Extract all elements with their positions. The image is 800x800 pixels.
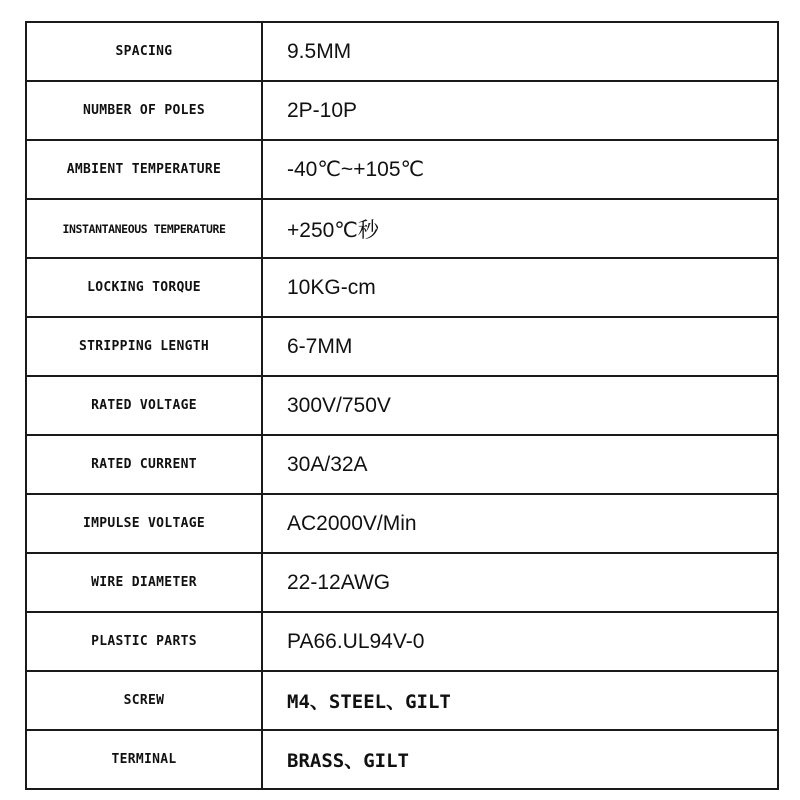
spec-row-spacing [26, 22, 778, 81]
spec-row-instantaneous-temperature [26, 199, 778, 258]
spec-value: AC2000V/Min [262, 494, 778, 553]
spec-label: SPACING [26, 22, 262, 81]
spec-value: 30A/32A [262, 435, 778, 494]
spec-row-wire-diameter [26, 553, 778, 612]
spec-value: +250℃秒 [262, 199, 778, 258]
spec-value: PA66.UL94V-0 [262, 612, 778, 671]
spec-label: AMBIENT TEMPERATURE [26, 140, 262, 199]
spec-row-impulse-voltage [26, 494, 778, 553]
spec-value: 2P-10P [262, 81, 778, 140]
spec-label: IMPULSE VOLTAGE [26, 494, 262, 553]
spec-row-stripping-length [26, 317, 778, 376]
spec-row-terminal [26, 730, 778, 789]
spec-value: M4、STEEL、GILT [262, 671, 778, 730]
spec-label: WIRE DIAMETER [26, 553, 262, 612]
spec-label: INSTANTANEOUS TEMPERATURE [26, 199, 262, 258]
spec-label: TERMINAL [26, 730, 262, 789]
spec-row-rated-current [26, 435, 778, 494]
spec-label: LOCKING TORQUE [26, 258, 262, 317]
spec-value: BRASS、GILT [262, 730, 778, 789]
spec-value: -40℃~+105℃ [262, 140, 778, 199]
spec-label: SCREW [26, 671, 262, 730]
spec-value: 22-12AWG [262, 553, 778, 612]
spec-label: PLASTIC PARTS [26, 612, 262, 671]
spec-table [25, 21, 779, 790]
spec-row-rated-voltage [26, 376, 778, 435]
spec-label: RATED CURRENT [26, 435, 262, 494]
spec-label: RATED VOLTAGE [26, 376, 262, 435]
spec-value: 300V/750V [262, 376, 778, 435]
spec-value: 6-7MM [262, 317, 778, 376]
spec-row-number-of-poles [26, 81, 778, 140]
spec-label: STRIPPING LENGTH [26, 317, 262, 376]
spec-value: 9.5MM [262, 22, 778, 81]
spec-value: 10KG-cm [262, 258, 778, 317]
spec-row-plastic-parts [26, 612, 778, 671]
spec-row-screw [26, 671, 778, 730]
spec-row-ambient-temperature [26, 140, 778, 199]
spec-label: NUMBER OF POLES [26, 81, 262, 140]
spec-row-locking-torque [26, 258, 778, 317]
